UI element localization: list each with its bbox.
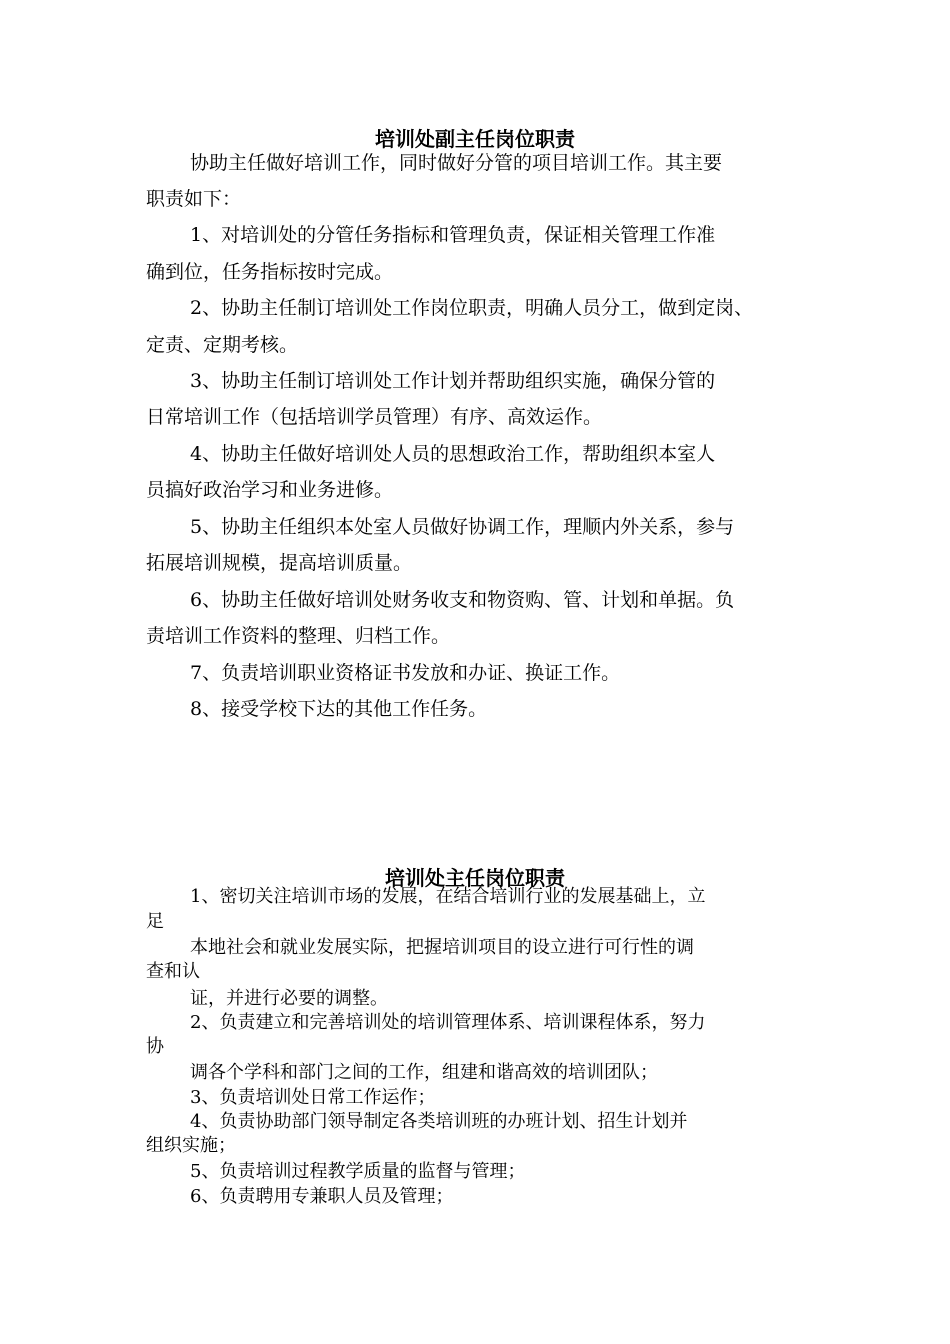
section2-line: 证，并进行必要的调整。 — [190, 988, 388, 1009]
section1-line: 责培训工作资料的整理、归档工作。 — [146, 625, 451, 647]
section1-line: 拓展培训规模，提高培训质量。 — [146, 552, 413, 574]
section2-line: 本地社会和就业发展实际，把握培训项目的设立进行可行性的调 — [190, 937, 694, 958]
section2-line: 6、负责聘用专兼职人员及管理； — [190, 1186, 454, 1207]
section1-line: 5、协助主任组织本处室人员做好协调工作，理顺内外关系，参与 — [190, 516, 735, 538]
section1-line: 8、接受学校下达的其他工作任务。 — [190, 698, 488, 720]
section1-line: 协助主任做好培训工作，同时做好分管的项目培训工作。其主要 — [190, 152, 723, 174]
section2-line: 调各个学科和部门之间的工作，组建和谐高效的培训团队； — [190, 1062, 658, 1083]
section1-line: 确到位，任务指标按时完成。 — [146, 261, 394, 283]
section1-line: 3、协助主任制订培训处工作计划并帮助组织实施，确保分管的 — [190, 370, 716, 392]
section2-line: 5、负责培训过程教学质量的监督与管理； — [190, 1161, 526, 1182]
section2-line: 1、密切关注培训市场的发展，在结合培训行业的发展基础上，立 — [190, 886, 706, 907]
section2-line: 组织实施； — [146, 1135, 236, 1156]
section1-line: 员搞好政治学习和业务进修。 — [146, 479, 394, 501]
section1-line: 2、协助主任制订培训处工作岗位职责，明确人员分工，做到定岗、 — [190, 297, 754, 319]
section2-title: 培训处主任岗位职责 — [385, 866, 565, 890]
section2-line: 3、负责培训处日常工作运作； — [190, 1087, 436, 1108]
section1-line: 4、协助主任做好培训处人员的思想政治工作，帮助组织本室人 — [190, 443, 716, 465]
section1-line: 6、协助主任做好培训处财务收支和物资购、管、计划和单据。负 — [190, 589, 735, 611]
section2-line: 查和认 — [146, 961, 200, 982]
section2-line: 足 — [146, 911, 164, 932]
section2-line: 2、负责建立和完善培训处的培训管理体系、培训课程体系，努力 — [190, 1012, 706, 1033]
section1-title: 培训处副主任岗位职责 — [375, 127, 575, 151]
section1-line: 1、对培训处的分管任务指标和管理负责，保证相关管理工作准 — [190, 224, 716, 246]
section2-line: 4、负责协助部门领导制定各类培训班的办班计划、招生计划并 — [190, 1111, 688, 1132]
section1-line: 定责、定期考核。 — [146, 334, 299, 356]
section2-line: 协 — [146, 1036, 164, 1057]
section1-line: 7、负责培训职业资格证书发放和办证、换证工作。 — [190, 662, 621, 684]
section1-line: 日常培训工作（包括培训学员管理）有序、高效运作。 — [146, 406, 603, 428]
section1-line: 职责如下： — [146, 188, 242, 210]
